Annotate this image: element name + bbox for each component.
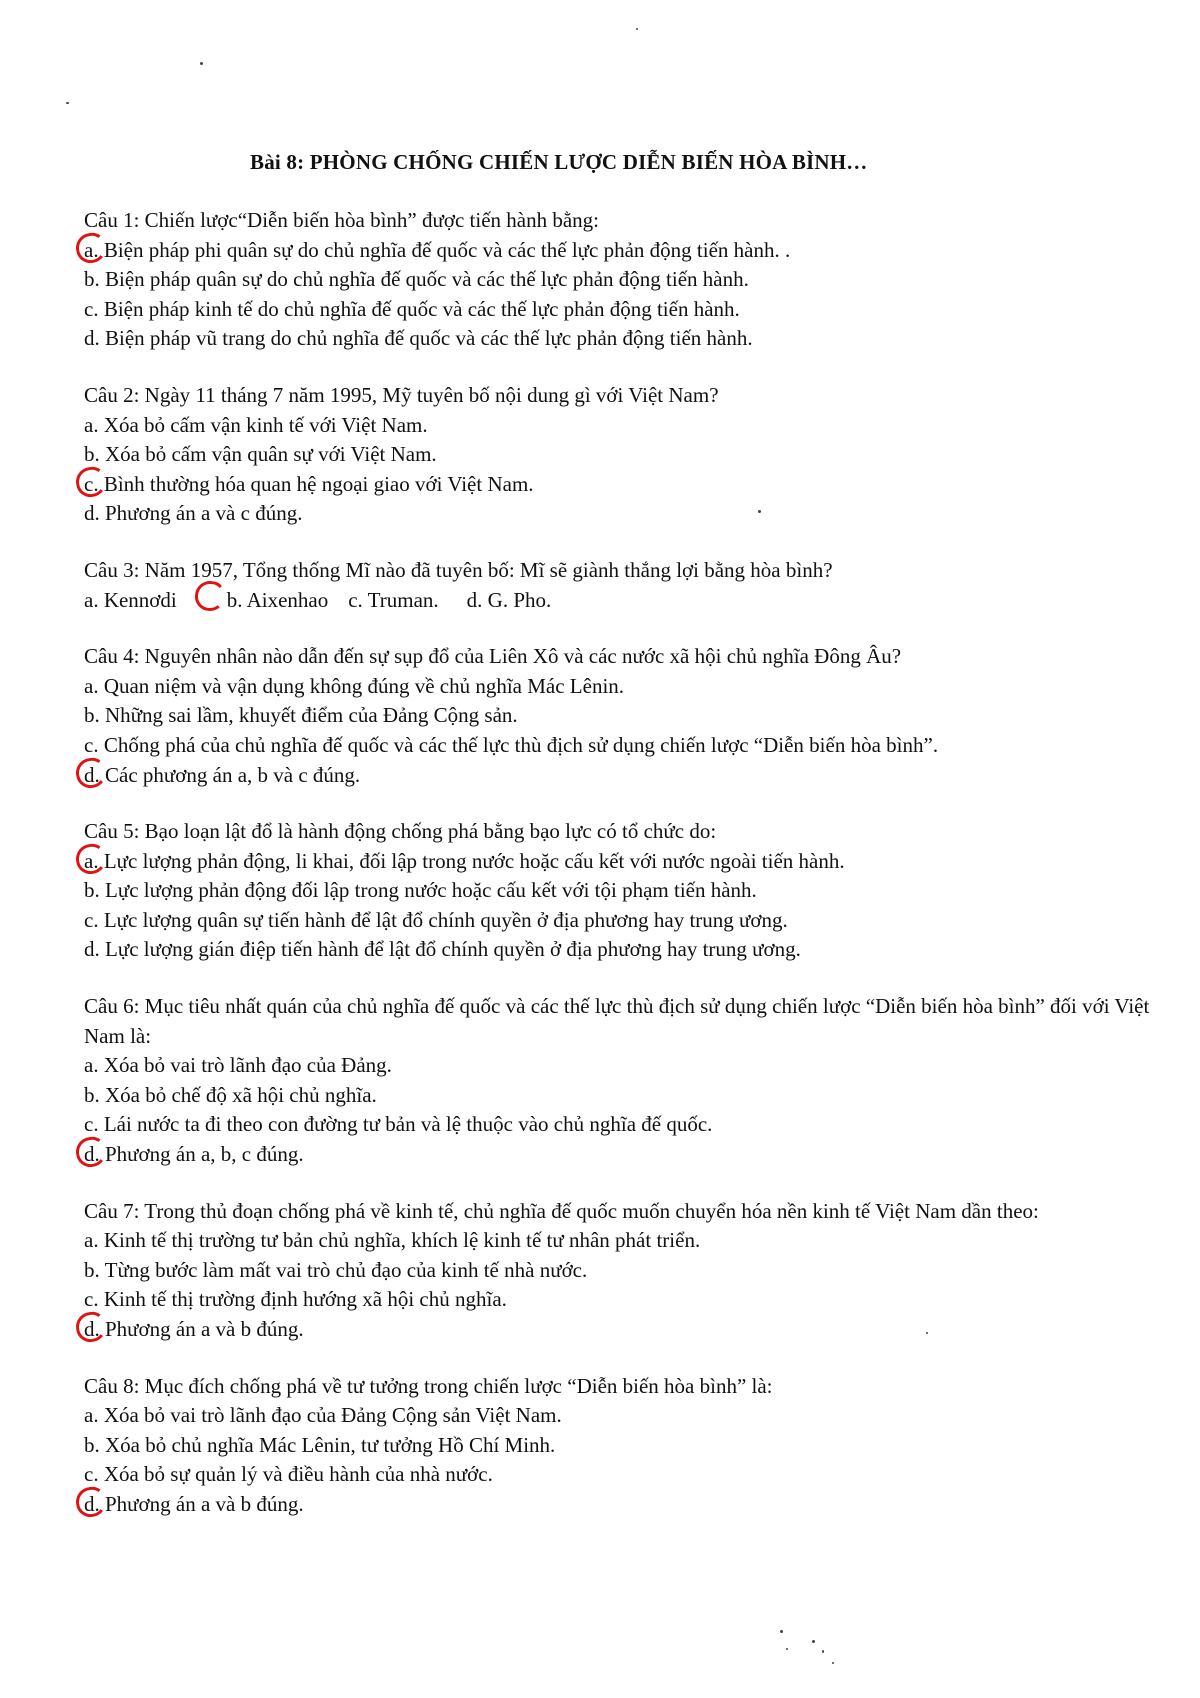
question-list [84,206,1154,1520]
question-text: Câu 8: Mục đích chống phá về tư tưởng trong chiến lược “Diễn biến hòa bình” là: [84,1373,773,1398]
option-a: a. Biện pháp phi quân sự do chủ nghĩa đế quốc và các thế lực phản động tiến hành. . [84,236,1154,266]
option-d: d. Lực lượng gián điệp tiến hành để lật đổ chính quyền ở địa phương hay trung ương. [84,937,801,962]
option-b: b. Xóa bỏ chế độ xã hội chủ nghĩa. [84,1082,377,1107]
option-b: b. Aixenhao [199,586,328,616]
scan-speck [786,1648,788,1650]
option-c: c. Xóa bỏ sự quản lý và điều hành của nhà nước. [84,1462,493,1487]
option-b: b. Những sai lầm, khuyết điểm của Đảng Cộng sản. [84,703,518,728]
option-d: d. Biện pháp vũ trang do chủ nghĩa đế quốc và các thế lực phản động tiến hành. [84,326,753,351]
question-8 [84,1372,1154,1520]
option-b: b. Xóa bỏ chủ nghĩa Mác Lênin, tư tưởng Hồ Chí Minh. [84,1432,556,1457]
question-text: Câu 5: Bạo loạn lật đổ là hành động chống phá bằng bạo lực có tổ chức do: [84,819,717,844]
scan-speck [926,1332,928,1334]
question-5 [84,817,1154,965]
scan-speck [200,62,203,65]
option-d: d. Phương án a và b đúng. [84,1315,1154,1345]
question-7 [84,1197,1154,1345]
option-a: a. Xóa bỏ cấm vận kinh tế với Việt Nam. [84,412,428,437]
option-a: a. Quan niệm và vận dụng không đúng về chủ nghĩa Mác Lênin. [84,673,625,698]
option-a: a. Kinh tế thị trường tư bản chủ nghĩa, khích lệ kinh tế tư nhân phát triển. [84,1228,701,1253]
option-d: d. G. Pho. [466,587,552,612]
option-c: c. Biện pháp kinh tế do chủ nghĩa đế quốc và các thế lực phản động tiến hành. [84,296,740,321]
scan-speck [780,1630,783,1633]
question-3 [84,556,1154,615]
option-c: c. Kinh tế thị trường định hướng xã hội chủ nghĩa. [84,1287,507,1312]
question-6 [84,992,1154,1170]
question-text: Câu 4: Nguyên nhân nào dẫn đến sự sụp đổ của Liên Xô và các nước xã hội chủ nghĩa Đông Âu? [84,644,902,669]
option-d: d. Phương án a, b, c đúng. [84,1140,1154,1170]
option-d: d. Phương án a và c đúng. [84,501,303,526]
option-b: b. Biện pháp quân sự do chủ nghĩa đế quốc và các thế lực phản động tiến hành. [84,267,749,292]
option-c: c. Lực lượng quân sự tiến hành để lật đổ chính quyền ở địa phương hay trung ương. [84,907,788,932]
option-a: a. Kennơdi [84,587,177,612]
scan-speck [636,28,638,30]
option-a: a. Xóa bỏ vai trò lãnh đạo của Đảng. [84,1053,392,1078]
question-4 [84,642,1154,790]
option-d: d. Các phương án a, b và c đúng. [84,761,1154,791]
scan-speck [822,1650,824,1653]
option-c: c. Chống phá của chủ nghĩa đế quốc và các thế lực thù địch sử dụng chiến lược “Diễn biến hòa bình”. [84,732,939,757]
scan-speck [832,1662,834,1664]
option-b: b. Lực lượng phản động đối lập trong nước hoặc cấu kết với tội phạm tiến hành. [84,878,757,903]
question-text: Câu 1: Chiến lược“Diễn biến hòa bình” được tiến hành bằng: [84,208,600,232]
scan-speck [66,102,69,104]
option-a: a. Xóa bỏ vai trò lãnh đạo của Đảng Cộng sản Việt Nam. [84,1403,562,1428]
question-1 [84,206,1154,354]
question-text: Câu 6: Mục tiêu nhất quán của chủ nghĩa đế quốc và các thế lực thù địch sử dụng chiến lược “Diễn biến hòa bình” đối với Việt Nam là: [84,994,1150,1048]
question-text: Câu 3: Năm 1957, Tổng thống Mĩ nào đã tuyên bố: Mĩ sẽ giành thắng lợi bằng hòa bình? [84,557,833,582]
option-a: a. Lực lượng phản động, li khai, đối lập trong nước hoặc cấu kết với nước ngoài tiến hành. [84,847,1154,877]
option-d: d. Phương án a và b đúng. [84,1490,1154,1520]
scan-speck [812,1640,815,1643]
question-text: Câu 2: Ngày 11 tháng 7 năm 1995, Mỹ tuyên bố nội dung gì với Việt Nam? [84,382,719,407]
option-b: b. Xóa bỏ cấm vận quân sự với Việt Nam. [84,442,437,467]
question-text: Câu 7: Trong thủ đoạn chống phá về kinh tế, chủ nghĩa đế quốc muốn chuyển hóa nền kinh tế Việt Nam dần theo: [84,1198,1039,1223]
question-2 [84,381,1154,529]
scan-speck [758,510,761,513]
page-title: Bài 8: PHÒNG CHỐNG CHIẾN LƯỢC DIỄN BIẾN HÒA BÌNH… [250,150,868,174]
option-c: c. Lái nước ta đi theo con đường tư bản và lệ thuộc vào chủ nghĩa đế quốc. [84,1112,713,1137]
option-c: c. Truman. [348,587,439,612]
options-row [84,586,1154,616]
option-b: b. Từng bước làm mất vai trò chủ đạo của kinh tế nhà nước. [84,1257,588,1282]
option-c: c. Bình thường hóa quan hệ ngoại giao với Việt Nam. [84,470,1154,500]
